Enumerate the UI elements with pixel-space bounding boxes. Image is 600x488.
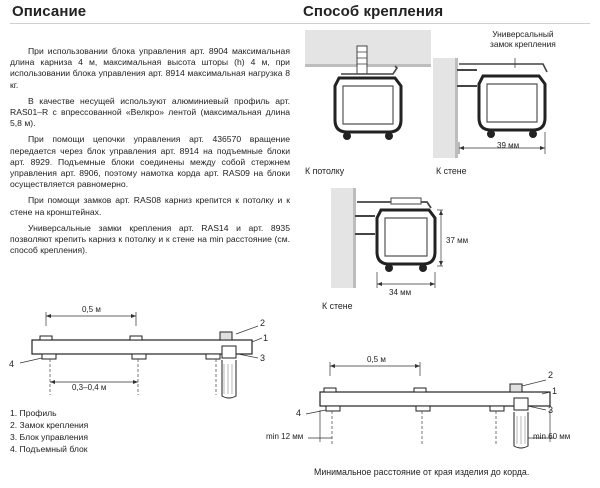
ceiling-edge: [305, 64, 431, 67]
description-heading: Описание: [12, 3, 87, 20]
ceiling-mount-figure: [303, 28, 433, 163]
caption-wall-1: К стене: [436, 166, 467, 176]
mounting-lock-icon: [341, 66, 397, 74]
control-block-icon: [222, 346, 236, 358]
caption-wall-2: К стене: [322, 301, 353, 311]
lifting-block-icon: [42, 354, 56, 359]
marker-1: 1: [263, 333, 269, 343]
marker-3: 3: [260, 353, 266, 363]
wall-surface: [331, 188, 355, 288]
right-spacing-label: 0,5 м: [367, 355, 386, 364]
marker-2b: 2: [548, 370, 554, 380]
min-distance-caption: Минимальное расстояние от края изделия до корда.: [314, 467, 530, 477]
min-60-label: min 60 мм: [533, 432, 571, 441]
ceiling-surface: [305, 30, 431, 66]
marker-4b: 4: [296, 408, 302, 418]
left-range-label: 0,3–0,4 м: [72, 383, 107, 392]
mounting-lock-icon: [220, 332, 232, 340]
marker-1b: 1: [552, 386, 558, 396]
paragraph: При помощи цепочки управления арт. 436570 вращение передается через блок управления арт. 8914 на подъемные блоки арт. 8929. Подъемные блоки соединены между собой стержнем управления арт. 8906, поэтому намотка корда арт. RAS09 на блоки осуществляется равномерно.: [10, 134, 290, 190]
dimension-34: 34 мм: [389, 288, 412, 297]
min-12-label: min 12 мм: [266, 432, 304, 441]
paragraph: В качестве несущей используют алюминиевый профиль арт. RAS01–R с впрессованной «Велкро» лентой (максимальная длина 5,8 м).: [10, 95, 290, 129]
paragraph: Универсальные замки крепления арт. RAS14 и арт. 8935 позволяют крепить карниз к потолку и к стене на min расстояние (см. способ крепления).: [10, 222, 290, 256]
wall-surface: [433, 58, 457, 158]
paragraph: При использовании блока управления арт. 8904 максимальная длина карниза 4 м, максимальная высота шторы (h) 4 м, при использовании блока управления арт. 8914 максимальная нагрузка 8 кг.: [10, 46, 290, 90]
left-spacing-label: 0,5 м: [82, 305, 101, 314]
left-schematic: [6, 300, 276, 400]
dimension-39: 39 мм: [497, 141, 520, 150]
dimension-37: 37 мм: [446, 236, 469, 245]
legend-item: 3. Блок управления: [10, 432, 89, 442]
marker-4: 4: [9, 359, 15, 369]
legend: [10, 407, 88, 455]
legend-item: 1. Профиль: [10, 408, 57, 418]
marker-2: 2: [260, 318, 266, 328]
lifting-block-icon: [326, 406, 340, 411]
mounting-heading: Способ крепления: [303, 3, 444, 20]
paragraph: При помощи замков арт. RAS08 карниз крепится к потолку и к стене на кронштейнах.: [10, 195, 290, 217]
legend-item: 4. Подъемный блок: [10, 444, 88, 454]
profile-bar: [32, 340, 252, 354]
caption-ceiling: К потолку: [305, 166, 345, 176]
control-block-icon: [514, 398, 528, 410]
legend-item: 2. Замок крепления: [10, 420, 89, 430]
screw-icon: [357, 46, 367, 74]
universal-lock-label: Универсальный замок крепления: [490, 29, 556, 49]
mounting-lock-icon: [510, 384, 522, 392]
description-text: [10, 46, 290, 261]
marker-3b: 3: [548, 405, 554, 415]
divider: [10, 23, 590, 24]
